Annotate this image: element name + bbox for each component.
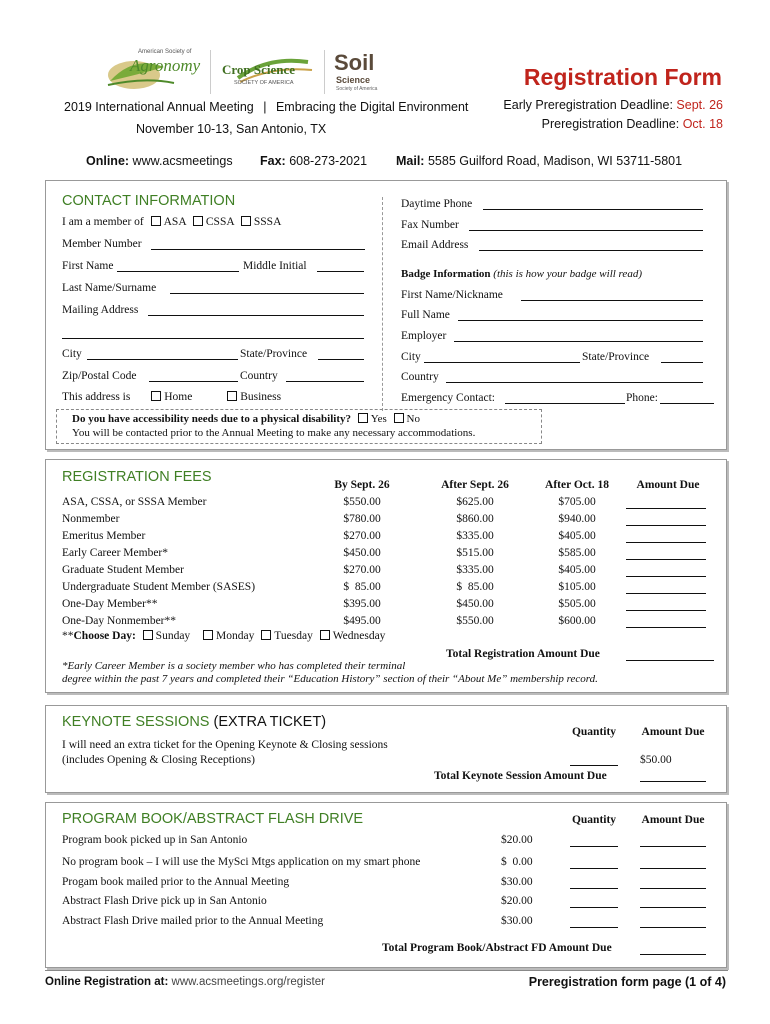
badge-first-label: First Name/Nickname bbox=[401, 289, 503, 301]
soil-sub: Science bbox=[336, 75, 371, 85]
separator: | bbox=[263, 100, 267, 114]
fee-price-3: $405.00 bbox=[558, 564, 596, 576]
pre-deadline-label: Preregistration Deadline: bbox=[541, 117, 680, 131]
program-item-label: Abstract Flash Drive mailed prior to the Annual Meeting bbox=[62, 915, 324, 927]
disability-no-checkbox[interactable] bbox=[394, 413, 404, 423]
program-amount-header: Amount Due bbox=[641, 814, 705, 826]
meeting-dates: November 10-13, San Antonio, TX bbox=[136, 122, 327, 136]
emergency-label: Emergency Contact: bbox=[401, 392, 495, 404]
fee-price-3: $705.00 bbox=[558, 496, 596, 508]
program-item-amount-field[interactable] bbox=[640, 868, 706, 869]
wednesday-checkbox[interactable] bbox=[320, 630, 330, 640]
fee-label: Emeritus Member bbox=[62, 530, 146, 542]
crop-science-logo bbox=[218, 52, 318, 92]
early-deadline-label: Early Preregistration Deadline: bbox=[503, 98, 673, 112]
disability-question: Do you have accessibility needs due to a physical disability? Yes No bbox=[72, 413, 420, 425]
state-label: State/Province bbox=[240, 348, 308, 360]
program-item-qty-field[interactable] bbox=[570, 868, 618, 869]
fee-price-2: $860.00 bbox=[456, 513, 494, 525]
fee-price-1: $ 85.00 bbox=[343, 581, 381, 593]
program-item-amount-field[interactable] bbox=[640, 846, 706, 847]
fee-amount-field[interactable] bbox=[626, 525, 706, 526]
fee-price-2: $550.00 bbox=[456, 615, 494, 627]
daytime-phone-label: Daytime Phone bbox=[401, 198, 473, 210]
home-checkbox[interactable] bbox=[151, 391, 161, 401]
fee-amount-field[interactable] bbox=[626, 508, 706, 509]
country-label: Country bbox=[240, 370, 278, 382]
fee-label: Early Career Member* bbox=[62, 547, 169, 559]
employer-field[interactable] bbox=[454, 341, 703, 342]
pre-deadline bbox=[542, 117, 723, 131]
meeting-theme: Embracing the Digital Environment bbox=[275, 100, 469, 114]
fee-price-1: $270.00 bbox=[343, 564, 381, 576]
footer-page-number: Preregistration form page (1 of 4) bbox=[528, 975, 726, 989]
fee-label: Graduate Student Member bbox=[62, 564, 184, 576]
sssa-checkbox[interactable] bbox=[241, 216, 251, 226]
badge-country-label: Country bbox=[401, 371, 439, 383]
fees-header-amount-due: Amount Due bbox=[636, 479, 700, 491]
fee-label: ASA, CSSA, or SSSA Member bbox=[62, 496, 207, 508]
fees-total-field[interactable] bbox=[626, 660, 714, 661]
meeting-name: 2019 International Annual Meeting bbox=[64, 100, 254, 114]
middle-initial-label: Middle Initial bbox=[243, 260, 307, 272]
business-checkbox[interactable] bbox=[227, 391, 237, 401]
program-item-price: $30.00 bbox=[501, 915, 533, 927]
footer-rule bbox=[45, 970, 728, 971]
program-item-qty-field[interactable] bbox=[570, 888, 618, 889]
country-field[interactable] bbox=[286, 381, 364, 382]
fee-price-3: $505.00 bbox=[558, 598, 596, 610]
fee-price-1: $550.00 bbox=[343, 496, 381, 508]
email-label: Email Address bbox=[401, 239, 469, 251]
full-name-field[interactable] bbox=[458, 320, 703, 321]
program-item-label: No program book – I will use the MySci Mtgs application on my smart phone bbox=[62, 856, 421, 868]
badge-info-heading: Badge Information (this is how your badge will read) bbox=[401, 268, 642, 280]
fax-channel: Fax: 608-273-2021 bbox=[260, 154, 368, 168]
fee-price-1: $450.00 bbox=[343, 547, 381, 559]
last-name-label: Last Name/Surname bbox=[62, 282, 157, 294]
keynote-qty-header: Quantity bbox=[571, 726, 617, 738]
fee-price-2: $ 85.00 bbox=[456, 581, 494, 593]
program-item-price: $20.00 bbox=[501, 834, 533, 846]
logo-divider bbox=[210, 50, 211, 94]
address-type-row: This address is Home Business bbox=[62, 391, 282, 403]
emergency-phone-label: Phone: bbox=[626, 392, 658, 404]
program-item-price: $20.00 bbox=[501, 895, 533, 907]
page-title: Registration Form bbox=[523, 64, 722, 90]
badge-state-field[interactable] bbox=[661, 362, 703, 363]
keynote-qty-field[interactable] bbox=[570, 765, 618, 766]
fee-amount-field[interactable] bbox=[626, 542, 706, 543]
meeting-line bbox=[64, 100, 468, 114]
fee-price-3: $600.00 bbox=[558, 615, 596, 627]
fax-number-field[interactable] bbox=[469, 230, 703, 231]
emergency-field[interactable] bbox=[505, 403, 625, 404]
program-item-amount-field[interactable] bbox=[640, 907, 706, 908]
badge-country-field[interactable] bbox=[446, 382, 703, 383]
footer-online: Online Registration at: www.acsmeetings.org/register bbox=[45, 976, 325, 988]
first-name-field[interactable] bbox=[117, 271, 239, 272]
disability-yes-checkbox[interactable] bbox=[358, 413, 368, 423]
keynote-line-1: I will need an extra ticket for the Opening Keynote & Closing sessions bbox=[62, 739, 388, 751]
fee-label: Nonmember bbox=[62, 513, 120, 525]
agronomy-small-text: American Society of bbox=[138, 49, 192, 55]
keynote-total-label: Total Keynote Session Amount Due bbox=[434, 770, 607, 782]
soil-text: Soil bbox=[334, 50, 375, 75]
fax-number-label: Fax Number bbox=[401, 219, 459, 231]
fees-note-2: degree within the past 7 years and completed their “Education History” section of their “About Me” membership record. bbox=[62, 673, 598, 685]
fee-price-1: $395.00 bbox=[343, 598, 381, 610]
fees-header-after-oct18: After Oct. 18 bbox=[545, 479, 609, 491]
sunday-checkbox[interactable] bbox=[143, 630, 153, 640]
agronomy-logo bbox=[104, 47, 202, 93]
city-field[interactable] bbox=[87, 359, 238, 360]
mailing-address-label: Mailing Address bbox=[62, 304, 139, 316]
last-name-field[interactable] bbox=[170, 293, 364, 294]
member-number-label: Member Number bbox=[62, 238, 142, 250]
disability-note: You will be contacted prior to the Annual Meeting to make any necessary accommodations. bbox=[72, 427, 476, 439]
program-title: PROGRAM BOOK/ABSTRACT FLASH DRIVE bbox=[62, 811, 364, 827]
fee-price-1: $495.00 bbox=[343, 615, 381, 627]
state-field[interactable] bbox=[318, 359, 364, 360]
contact-title: CONTACT INFORMATION bbox=[62, 193, 236, 209]
online-link[interactable]: www.acsmeetings bbox=[132, 154, 233, 168]
fee-price-2: $625.00 bbox=[456, 496, 494, 508]
program-total-label: Total Program Book/Abstract FD Amount Due bbox=[382, 942, 612, 954]
program-item-qty-field[interactable] bbox=[570, 846, 618, 847]
soil-sub2: Society of America bbox=[336, 86, 378, 92]
fee-amount-field[interactable] bbox=[626, 593, 706, 594]
crop-science-text: Crop Science bbox=[222, 62, 296, 77]
fees-header-by-sept26: By Sept. 26 bbox=[334, 479, 390, 491]
fee-price-2: $450.00 bbox=[456, 598, 494, 610]
crop-science-sub: SOCIETY OF AMERICA bbox=[234, 80, 294, 86]
fee-label: One-Day Nonmember** bbox=[62, 615, 177, 627]
cssa-checkbox[interactable] bbox=[193, 216, 203, 226]
fee-amount-field[interactable] bbox=[626, 627, 706, 628]
footer-register-link[interactable]: www.acsmeetings.org/register bbox=[171, 976, 325, 988]
program-item-label: Program book picked up in San Antonio bbox=[62, 834, 248, 846]
fees-note-1: *Early Career Member is a society member who has completed their terminal bbox=[62, 660, 406, 672]
program-item-label: Abstract Flash Drive pick up in San Antonio bbox=[62, 895, 267, 907]
online-channel: Online: www.acsmeetings bbox=[86, 154, 233, 168]
fee-price-2: $515.00 bbox=[456, 547, 494, 559]
fee-amount-field[interactable] bbox=[626, 610, 706, 611]
keynote-price: $50.00 bbox=[640, 754, 672, 766]
fees-header-after-sept26: After Sept. 26 bbox=[441, 479, 509, 491]
fee-price-1: $780.00 bbox=[343, 513, 381, 525]
fee-price-2: $335.00 bbox=[456, 530, 494, 542]
badge-state-label: State/Province bbox=[582, 351, 650, 363]
fee-price-3: $585.00 bbox=[558, 547, 596, 559]
member-number-field[interactable] bbox=[151, 249, 365, 250]
program-qty-header: Quantity bbox=[571, 814, 617, 826]
daytime-phone-field[interactable] bbox=[483, 209, 703, 210]
badge-city-field[interactable] bbox=[424, 362, 580, 363]
fee-price-3: $405.00 bbox=[558, 530, 596, 542]
program-item-amount-field[interactable] bbox=[640, 927, 706, 928]
program-item-amount-field[interactable] bbox=[640, 888, 706, 889]
zip-label: Zip/Postal Code bbox=[62, 370, 137, 382]
early-deadline bbox=[503, 98, 723, 112]
pre-deadline-date: Oct. 18 bbox=[682, 117, 723, 131]
mailing-address-field-2[interactable] bbox=[62, 338, 364, 339]
badge-first-field[interactable] bbox=[521, 300, 703, 301]
keynote-title: KEYNOTE SESSIONS (EXTRA TICKET) bbox=[62, 714, 327, 730]
fees-total-label: Total Registration Amount Due bbox=[446, 648, 600, 660]
badge-city-label: City bbox=[401, 351, 421, 363]
fee-amount-field[interactable] bbox=[626, 576, 706, 577]
tuesday-checkbox[interactable] bbox=[261, 630, 271, 640]
city-label: City bbox=[62, 348, 82, 360]
middle-initial-field[interactable] bbox=[317, 271, 364, 272]
email-field[interactable] bbox=[479, 250, 703, 251]
mail-channel: Mail: 5585 Guilford Road, Madison, WI 53711-5801 bbox=[396, 154, 683, 168]
fee-label: One-Day Member** bbox=[62, 598, 158, 610]
member-of-row: I am a member of ASA CSSA SSSA bbox=[62, 216, 282, 228]
early-deadline-date: Sept. 26 bbox=[676, 98, 723, 112]
fee-price-1: $270.00 bbox=[343, 530, 381, 542]
fee-label: Undergraduate Student Member (SASES) bbox=[62, 581, 256, 593]
program-total-field[interactable] bbox=[640, 954, 706, 955]
keynote-amount-header: Amount Due bbox=[641, 726, 705, 738]
keynote-total-field[interactable] bbox=[640, 781, 706, 782]
fees-section bbox=[45, 459, 727, 693]
fee-price-3: $105.00 bbox=[558, 581, 596, 593]
mailing-address-field[interactable] bbox=[148, 315, 364, 316]
zip-field[interactable] bbox=[149, 381, 238, 382]
soil-science-logo bbox=[334, 50, 396, 94]
fee-amount-field[interactable] bbox=[626, 559, 706, 560]
emergency-phone-field[interactable] bbox=[660, 403, 714, 404]
fee-price-3: $940.00 bbox=[558, 513, 596, 525]
first-name-label: First Name bbox=[62, 260, 114, 272]
program-item-price: $30.00 bbox=[501, 876, 533, 888]
full-name-label: Full Name bbox=[401, 309, 450, 321]
logo-divider bbox=[324, 50, 325, 94]
fee-price-2: $335.00 bbox=[456, 564, 494, 576]
asa-checkbox[interactable] bbox=[151, 216, 161, 226]
program-item-qty-field[interactable] bbox=[570, 927, 618, 928]
employer-label: Employer bbox=[401, 330, 447, 342]
program-item-label: Progam book mailed prior to the Annual Meeting bbox=[62, 876, 290, 888]
program-item-qty-field[interactable] bbox=[570, 907, 618, 908]
program-item-price: $ 0.00 bbox=[501, 856, 533, 868]
fees-title: REGISTRATION FEES bbox=[62, 469, 212, 485]
agronomy-text: Agronomy bbox=[130, 56, 201, 75]
monday-checkbox[interactable] bbox=[203, 630, 213, 640]
choose-day-row: **Choose Day: Sunday Monday Tuesday Wednesday bbox=[62, 630, 386, 642]
keynote-line-2: (includes Opening & Closing Receptions) bbox=[62, 754, 255, 766]
contact-divider bbox=[382, 197, 383, 411]
